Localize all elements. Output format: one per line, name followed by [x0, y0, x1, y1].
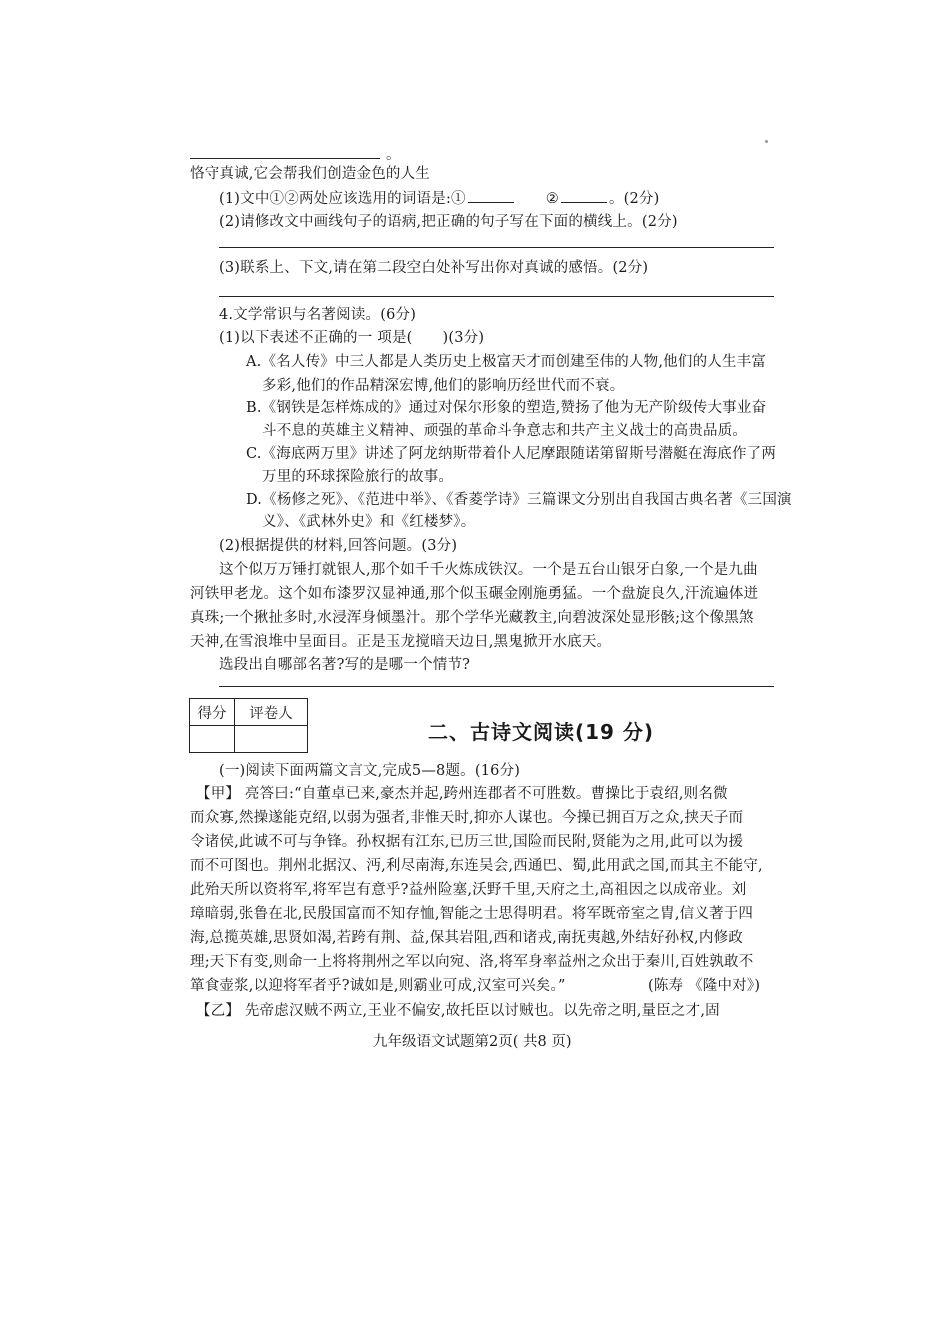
yi-line1: 【乙】 先帝虑汉贼不两立,王业不偏安,故托臣以讨贼也。以先帝之明,量臣之才,固: [196, 1003, 720, 1019]
page-footer: 九年级语文试题第2页( 共8 页): [373, 1034, 572, 1050]
blank-2[interactable]: [561, 188, 607, 203]
question-3-1-points: 。(2分): [608, 191, 660, 207]
option-b-line2: 斗不息的英雄主义精神、顽强的革命斗争意志和共产主义战士的高贵品质。: [262, 423, 748, 439]
answer-line-4-2[interactable]: [219, 686, 774, 687]
jia-line5: 此殆天所以资将军,将军岂有意乎?益州险塞,沃野千里,天府之土,高祖因之以成帝业。刘: [190, 882, 747, 898]
option-d-line1: D.《杨修之死》、《范进中举》、《香菱学诗》三篇课文分别出自我国古典名著《三国演: [246, 492, 792, 508]
question-4-heading: 4.文学常识与名著阅读。(6分): [219, 307, 417, 323]
jia-line6: 璋暗弱,张鲁在北,民殷国富而不知存恤,智能之士思得明君。将军既帝室之胄,信义著于四: [190, 906, 754, 922]
question-3-3: (3)联系上、下文,请在第二段空白处补写出你对真诚的感悟。(2分): [219, 260, 649, 276]
option-b-line1: B.《钢铁是怎样炼成的》通过对保尔形象的塑造,赞扬了他为无产阶级传大事业奋: [246, 400, 767, 416]
question-3-1-text: (1)文中①②两处应该选用的词语是:①: [219, 191, 466, 207]
slogan: 恪守真诚,它会帮我们创造金色的人生: [190, 166, 431, 182]
jia-line3: 令诸侯,此诚不可与争锋。孙权据有江东,已历三世,国险而民附,贤能为之用,此可以为援: [190, 834, 744, 850]
option-c-line2: 万里的环球探险旅行的故事。: [262, 469, 454, 485]
scan-speck: [765, 140, 768, 143]
jia-line2: 而众寡,然操遂能克绍,以弱为强者,非惟天时,抑亦人谋也。今操已拥百万之众,挟天子而: [190, 810, 744, 826]
section-2-intro: (一)阅读下面两篇文言文,完成5—8题。(16分): [219, 763, 521, 779]
option-a-line1: A.《名人传》中三人都是人类历史上极富天才而创建至伟的人物,他们的人生丰富: [246, 354, 767, 370]
question-4-1: [219, 328, 484, 348]
passage-line4: 天神,在雪浪堆中呈面目。正是玉龙搅暗天边日,黑鬼掀开水底天。: [190, 634, 612, 650]
passage-line3: 真珠;一个揪扯多时,水浸浑身倾墨汁。那个学华光藏教主,向碧波深处显形骸;这个像黑煞: [190, 610, 754, 626]
jia-line4: 而不可图也。荆州北据汉、沔,利尽南海,东连吴会,西通巴、蜀,此用武之国,而其主不能守,: [190, 858, 763, 874]
question-3-1: [219, 188, 659, 209]
section-2-title: 二、古诗文阅读(19 分): [428, 720, 655, 744]
grader-cell[interactable]: [235, 726, 308, 753]
jia-line1: 【甲】 亮答曰:“自董卓已来,豪杰并起,跨州连郡者不可胜数。曹操比于袁绍,则名微: [196, 786, 728, 802]
jia-line7: 海,总揽英雄,思贤如渴,若跨有荆、益,保其岩阻,西和诸戎,南抚夷越,外结好孙权,内修政: [190, 930, 743, 946]
question-3-2: (2)请修改文中画线句子的语病,把正确的句子写在下面的横线上。(2分): [219, 214, 678, 230]
end-mark: 。: [386, 147, 401, 163]
option-d-line2: 义》、《武林外史》和《红楼梦》。: [262, 514, 476, 530]
passage-line1: 这个似万万锤打就银人,那个如千千火炼成铁汉。一个是五台山银牙白象,一个是九曲: [219, 562, 758, 578]
option-c-line1: C.《海底两万里》讲述了阿龙纳斯带着仆人尼摩跟随诺第留斯号潜艇在海底作了两: [246, 446, 777, 462]
passage-line2: 河铁甲老龙。这个如布漆罗汉显神通,那个似玉碾金刚施勇猛。一个盘旋良久,汗流遍体迸: [190, 586, 759, 602]
circle-2-label: ②: [545, 191, 559, 207]
answer-line-prev[interactable]: [190, 158, 380, 159]
question-4-1-text: (1)以下表述不正确的一 项是(: [219, 330, 413, 346]
jia-line9: 箪食壶浆,以迎将军者乎?诚如是,则霸业可成,汉室可兴矣。”: [190, 978, 566, 994]
answer-line-3-2[interactable]: [219, 247, 774, 248]
question-4-2: (2)根据提供的材料,回答问题。(3分): [219, 538, 458, 554]
score-label: 得分: [190, 699, 235, 726]
grader-label: 评卷人: [235, 699, 308, 726]
option-a-line2: 多彩,他们的作品精深宏博,他们的影响历经世代而不衰。: [262, 378, 625, 394]
blank-1[interactable]: [468, 188, 514, 203]
question-4-1-points: )(3分): [442, 330, 485, 346]
score-cell[interactable]: [190, 726, 235, 753]
jia-line8: 理;天下有变,则命一上将将荆州之军以向宛、洛,将军身率益州之众出于秦川,百姓孰敢不: [190, 954, 754, 970]
answer-line-3-3[interactable]: [219, 296, 774, 297]
score-box: [189, 698, 308, 753]
passage-question: 选段出自哪部名著?写的是哪一个情节?: [219, 657, 471, 673]
jia-source: (陈寿 《隆中对》): [648, 978, 761, 994]
